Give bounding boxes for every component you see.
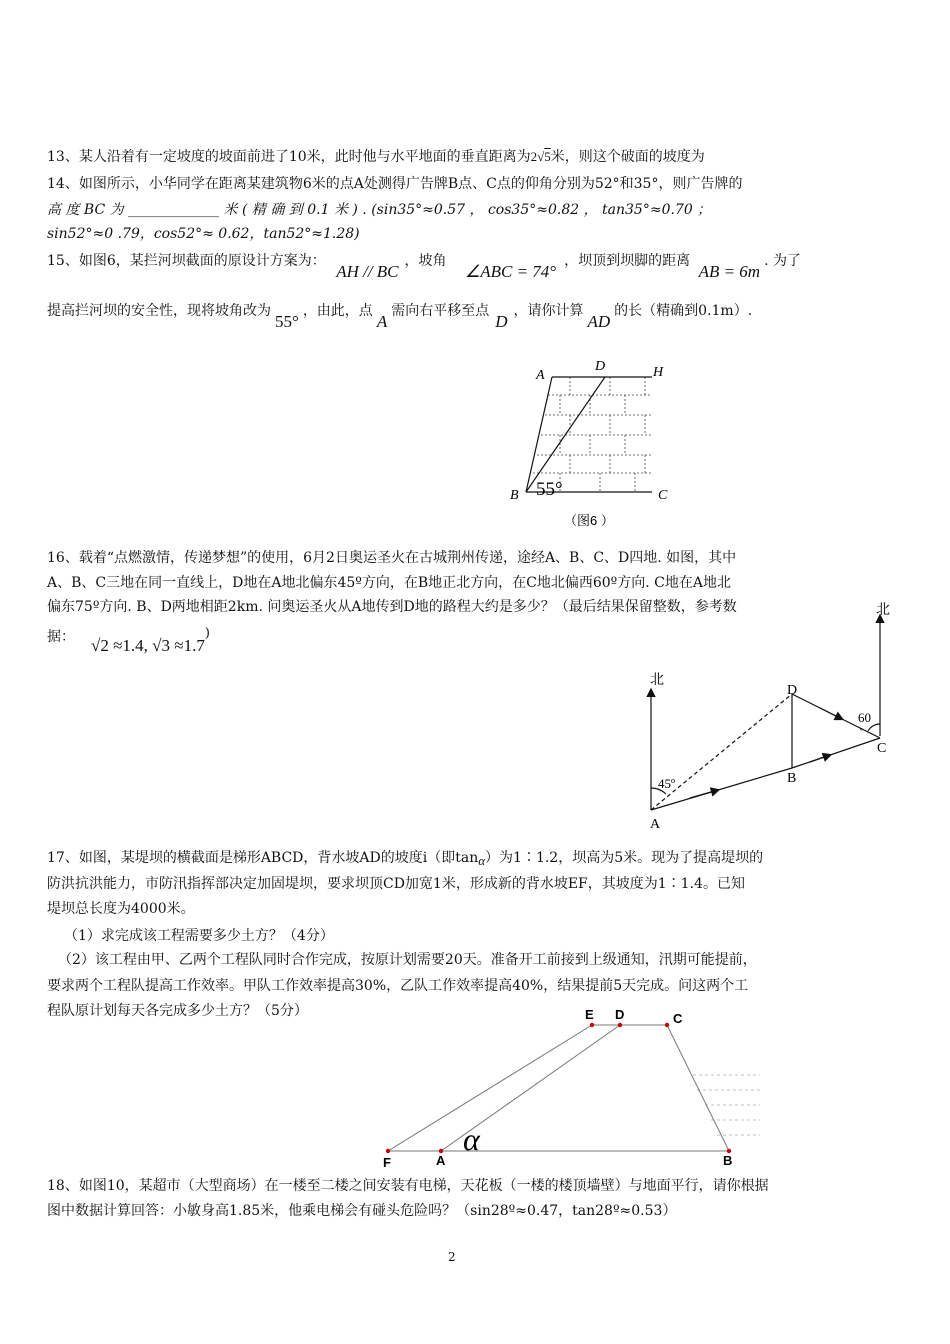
figure-6-dam [500, 355, 690, 535]
q15-part1: 15、如图6，某拦河坝截面的原设计方案为： [47, 253, 326, 269]
q14-line2: 高 度 BC 为 _____________ 米 ( 精 确 到 0.1 米 ) . (sin35°≈0.57 ， cos35°≈0.82 ， tan35°≈0.70 ； [47, 202, 712, 218]
figure-embankment [375, 1005, 775, 1175]
page-number: 2 [448, 1250, 456, 1264]
q15-line2 [47, 300, 753, 331]
q15-part4: . 为了 [764, 253, 801, 269]
q17-alpha-small: α [478, 853, 486, 868]
q13-text-end: 米，则这个破面的坡度为 [550, 149, 705, 165]
angle-arc-60 [868, 724, 880, 731]
embank-label-c: C [673, 1011, 683, 1026]
q15-parallel: AH // BC [336, 262, 399, 281]
q15-d: D [495, 312, 508, 331]
q16-line2: A、B、C三地在同一直线上，D地在A地北偏东45º方向，在B地正北方向，在C地北偏西60º方向. C地在A地北 [47, 575, 731, 591]
compass-label-d: D [787, 683, 798, 698]
compass-north-a: 北 [650, 673, 664, 688]
q13-root-sign: √ [537, 149, 545, 164]
q13-root-coef: 2 [530, 149, 538, 164]
q13-line1 [47, 147, 705, 167]
q16-line4c: ) [204, 626, 210, 641]
compass-angle-45: 45º [658, 776, 676, 791]
q13-text: 13、某人沿着有一定坡度的坡面前进了10米，此时他与水平地面的垂直距离为 [47, 149, 531, 165]
line-cb [667, 1025, 729, 1151]
dam-outline [526, 377, 652, 492]
fig6-label-h: H [653, 365, 664, 380]
point-e [590, 1023, 594, 1027]
q14-line1: 14、如图所示，小华同学在距离某建筑物6米的点A处测得广告牌B点、C点的仰角分别为52°和35°，则广告牌的 [47, 176, 743, 192]
arrow-dc-1 [820, 708, 842, 719]
fig6-angle-55: 55° [536, 479, 563, 500]
fig6-caption: （图6 ） [564, 513, 614, 528]
q15-angle: ∠ABC = 74° [464, 262, 557, 281]
embank-label-d: D [615, 1007, 625, 1022]
q15-ad: AD [587, 312, 611, 331]
compass-label-a: A [650, 817, 661, 832]
fig6-label-d: D [595, 359, 606, 374]
q17-line1 [47, 848, 763, 868]
embank-alpha: α [463, 1121, 480, 1157]
point-f [386, 1149, 390, 1153]
compass-north-c: 北 [876, 603, 890, 618]
q16-line1: 16、载着“点燃激情，传递梦想”的使用，6月2日奥运圣火在古城荆州传递，途经A、B、C、D四地. 如图，其中 [47, 550, 737, 566]
fig6-label-b: B [510, 488, 519, 503]
embank-label-a: A [436, 1153, 446, 1168]
arrow-ab-1 [690, 790, 718, 798]
compass-label-b: B [787, 771, 797, 786]
q17-line1b: ）为1∶1.2，坝高为5米。现为了提高堤坝的 [485, 850, 764, 866]
arrow-bc-1 [810, 755, 830, 762]
embank-label-f: F [383, 1155, 391, 1170]
q15-line2-d: ，请你计算 [513, 303, 584, 319]
q15-ab: AB = 6m [698, 262, 761, 281]
q16-line3: 偏东75º方向. B、D两地相距2km. 问奥运圣火从A地传到D地的路程大约是多少？（最后结果保留整数，参考数 [47, 599, 737, 615]
point-d [618, 1023, 622, 1027]
q18-line2: 图中数据计算回答：小敏身高1.85米，他乘电梯会有碰头危险吗？（sin28º≈0.47，tan28º≈0.53） [47, 1203, 677, 1219]
q16-line4 [47, 626, 210, 655]
q15-part2: ，坡角 [404, 253, 447, 269]
segment-ad-dashed [651, 694, 792, 810]
q18-line1: 18、如图10，某超市（大型商场）在一楼至二楼之间安装有电梯，天花板（一楼的楼顶墙壁）与地面平行，请你根据 [47, 1178, 769, 1194]
q13-root-arg: 5 [544, 149, 551, 164]
q15-part3: ，坝顶到坝脚的距离 [564, 253, 691, 269]
q15-line2-b: ，由此，点 [302, 303, 373, 319]
compass-angle-60: 60 [858, 710, 871, 725]
segment-bc [792, 738, 880, 768]
q17-line4: （1）求完成该工程需要多少土方？（4分） [64, 928, 334, 944]
q17-line2: 防洪抗洪能力，市防汛指挥部决定加固堤坝，要求坝顶CD加宽1米，形成新的背水坡EF，其坡度为1∶1.4。已知 [47, 876, 745, 892]
q17-line6: 要求两个工程队提高工作效率。甲队工作效率提高30%，乙队工作效率提高40%，结果提前5天完成。问这两个工 [47, 978, 749, 994]
q17-line7: 程队原计划每天各完成多少土方？（5分） [47, 1003, 308, 1019]
q16-reference-values: √2 ≈1.4, √3 ≈1.7 [91, 636, 205, 655]
embank-label-b: B [723, 1153, 733, 1168]
compass-angle-60-deg: º [860, 726, 863, 736]
embank-label-e: E [585, 1007, 594, 1022]
point-c [665, 1023, 669, 1027]
fig6-label-c: C [658, 488, 668, 503]
q15-line2-a: 提高拦河坝的安全性，现将坡角改为 [47, 303, 271, 319]
q15-line2-e: 的长（精确到0.1m）. [614, 303, 753, 319]
q14-line3: sin52°≈0 .79，cos52°≈ 0.62，tan52°≈1.28) [47, 226, 360, 242]
q17-line1a: 17、如图，某堤坝的横截面是梯形ABCD，背水坡AD的坡度i（即tan [47, 850, 479, 866]
line-fe [388, 1025, 592, 1151]
q15-line2-c: 需向右平移至点 [391, 303, 490, 319]
fig6-label-a: A [536, 368, 545, 383]
q15-55: 55° [275, 312, 299, 331]
compass-label-c: C [877, 741, 887, 756]
figure-compass [630, 598, 900, 836]
q17-line3: 堤坝总长度为4000米。 [47, 901, 195, 917]
q15-a: A [376, 312, 388, 331]
q16-line4a: 据： [47, 629, 75, 645]
q17-line5: （2）该工程由甲、乙两个工程队同时合作完成，按原计划需要20天。准备开工前接到上级通知，汛期可能提前， [58, 952, 757, 968]
q15-line1 [47, 250, 801, 281]
